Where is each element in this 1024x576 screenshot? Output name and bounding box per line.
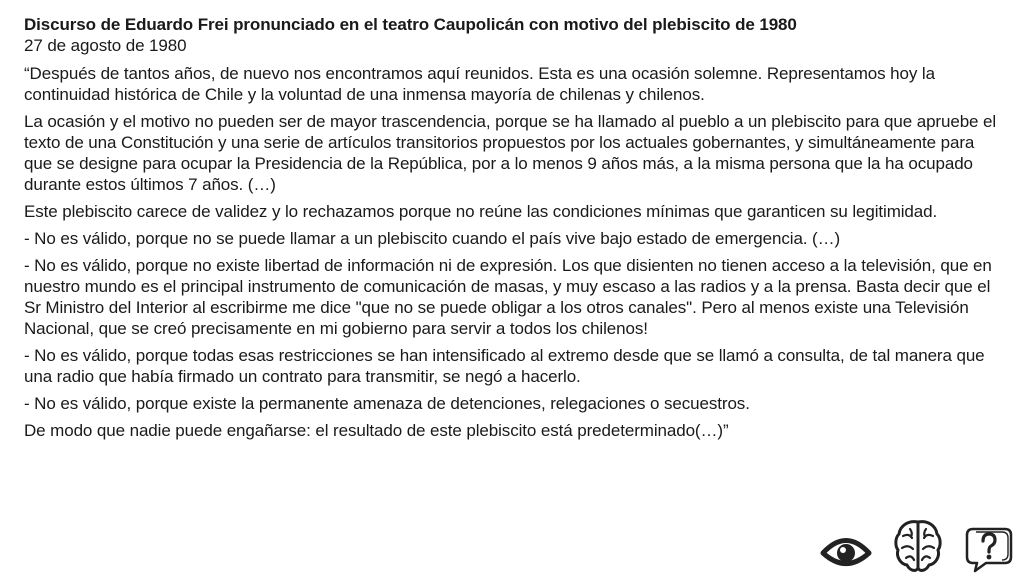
paragraph-conclusion: De modo que nadie puede engañarse: el resultado de este plebiscito está predeterminado(…)” bbox=[24, 421, 729, 440]
eye-icon[interactable] bbox=[820, 530, 872, 574]
paragraph-occasion: La ocasión y el motivo no pueden ser de mayor trascendencia, porque se ha llamado al pueblo a un plebiscito para que apruebe el texto de una Constitución y una serie de artículos transitorios propuestos por los actuales gobernantes, y simultáneamente para que se designe para ocupar la Presidencia de la República, por a lo menos 9 años más, a la misma persona que la ha ocupado durante estos últimos 7 años. (…) bbox=[24, 112, 997, 194]
paragraph-restrictions: - No es válido, porque todas esas restricciones se han intensificado al extremo desde que se llamó a consulta, de tal manera que una radio que había firmado un contrato para transmitir, se negó a hacerlo. bbox=[24, 346, 985, 386]
document-date: 27 de agosto de 1980 bbox=[24, 36, 187, 55]
paragraph-intro: “Después de tantos años, de nuevo nos encontramos aquí reunidos. Esta es una ocasión solemne. Representamos hoy la continuidad histórica de Chile y la voluntad de una inmensa mayoría de chilenas y chilenos. bbox=[24, 64, 935, 104]
icon-bar bbox=[820, 518, 1014, 574]
document-title: Discurso de Eduardo Frei pronunciado en el teatro Caupolicán con motivo del plebiscito de 1980 bbox=[24, 15, 797, 34]
paragraph-information: - No es válido, porque no existe libertad de información ni de expresión. Los que disienten no tienen acceso a la televisión, que en nuestro mundo es el principal instrumento de comunicación de masas, y muy escaso a las radios y a la prensa. Basta decir que el Sr Ministro del Interior al escribirme me dice "que no se puede obligar a los otros canales". Pero al menos existe una Televisión Nacional, que se creó precisamente en mi gobierno para servir a todos los chilenos! bbox=[24, 256, 992, 338]
question-bubble-icon[interactable] bbox=[964, 526, 1014, 574]
paragraph-validity: Este plebiscito carece de validez y lo rechazamos porque no reúne las condiciones mínimas que garanticen su legitimidad. bbox=[24, 202, 938, 221]
speech-document bbox=[24, 14, 1004, 447]
paragraph-threats: - No es válido, porque existe la permanente amenaza de detenciones, relegaciones o secuestros. bbox=[24, 394, 750, 413]
brain-icon[interactable] bbox=[894, 518, 942, 574]
paragraph-emergency: - No es válido, porque no se puede llamar a un plebiscito cuando el país vive bajo estado de emergencia. (…) bbox=[24, 229, 841, 248]
